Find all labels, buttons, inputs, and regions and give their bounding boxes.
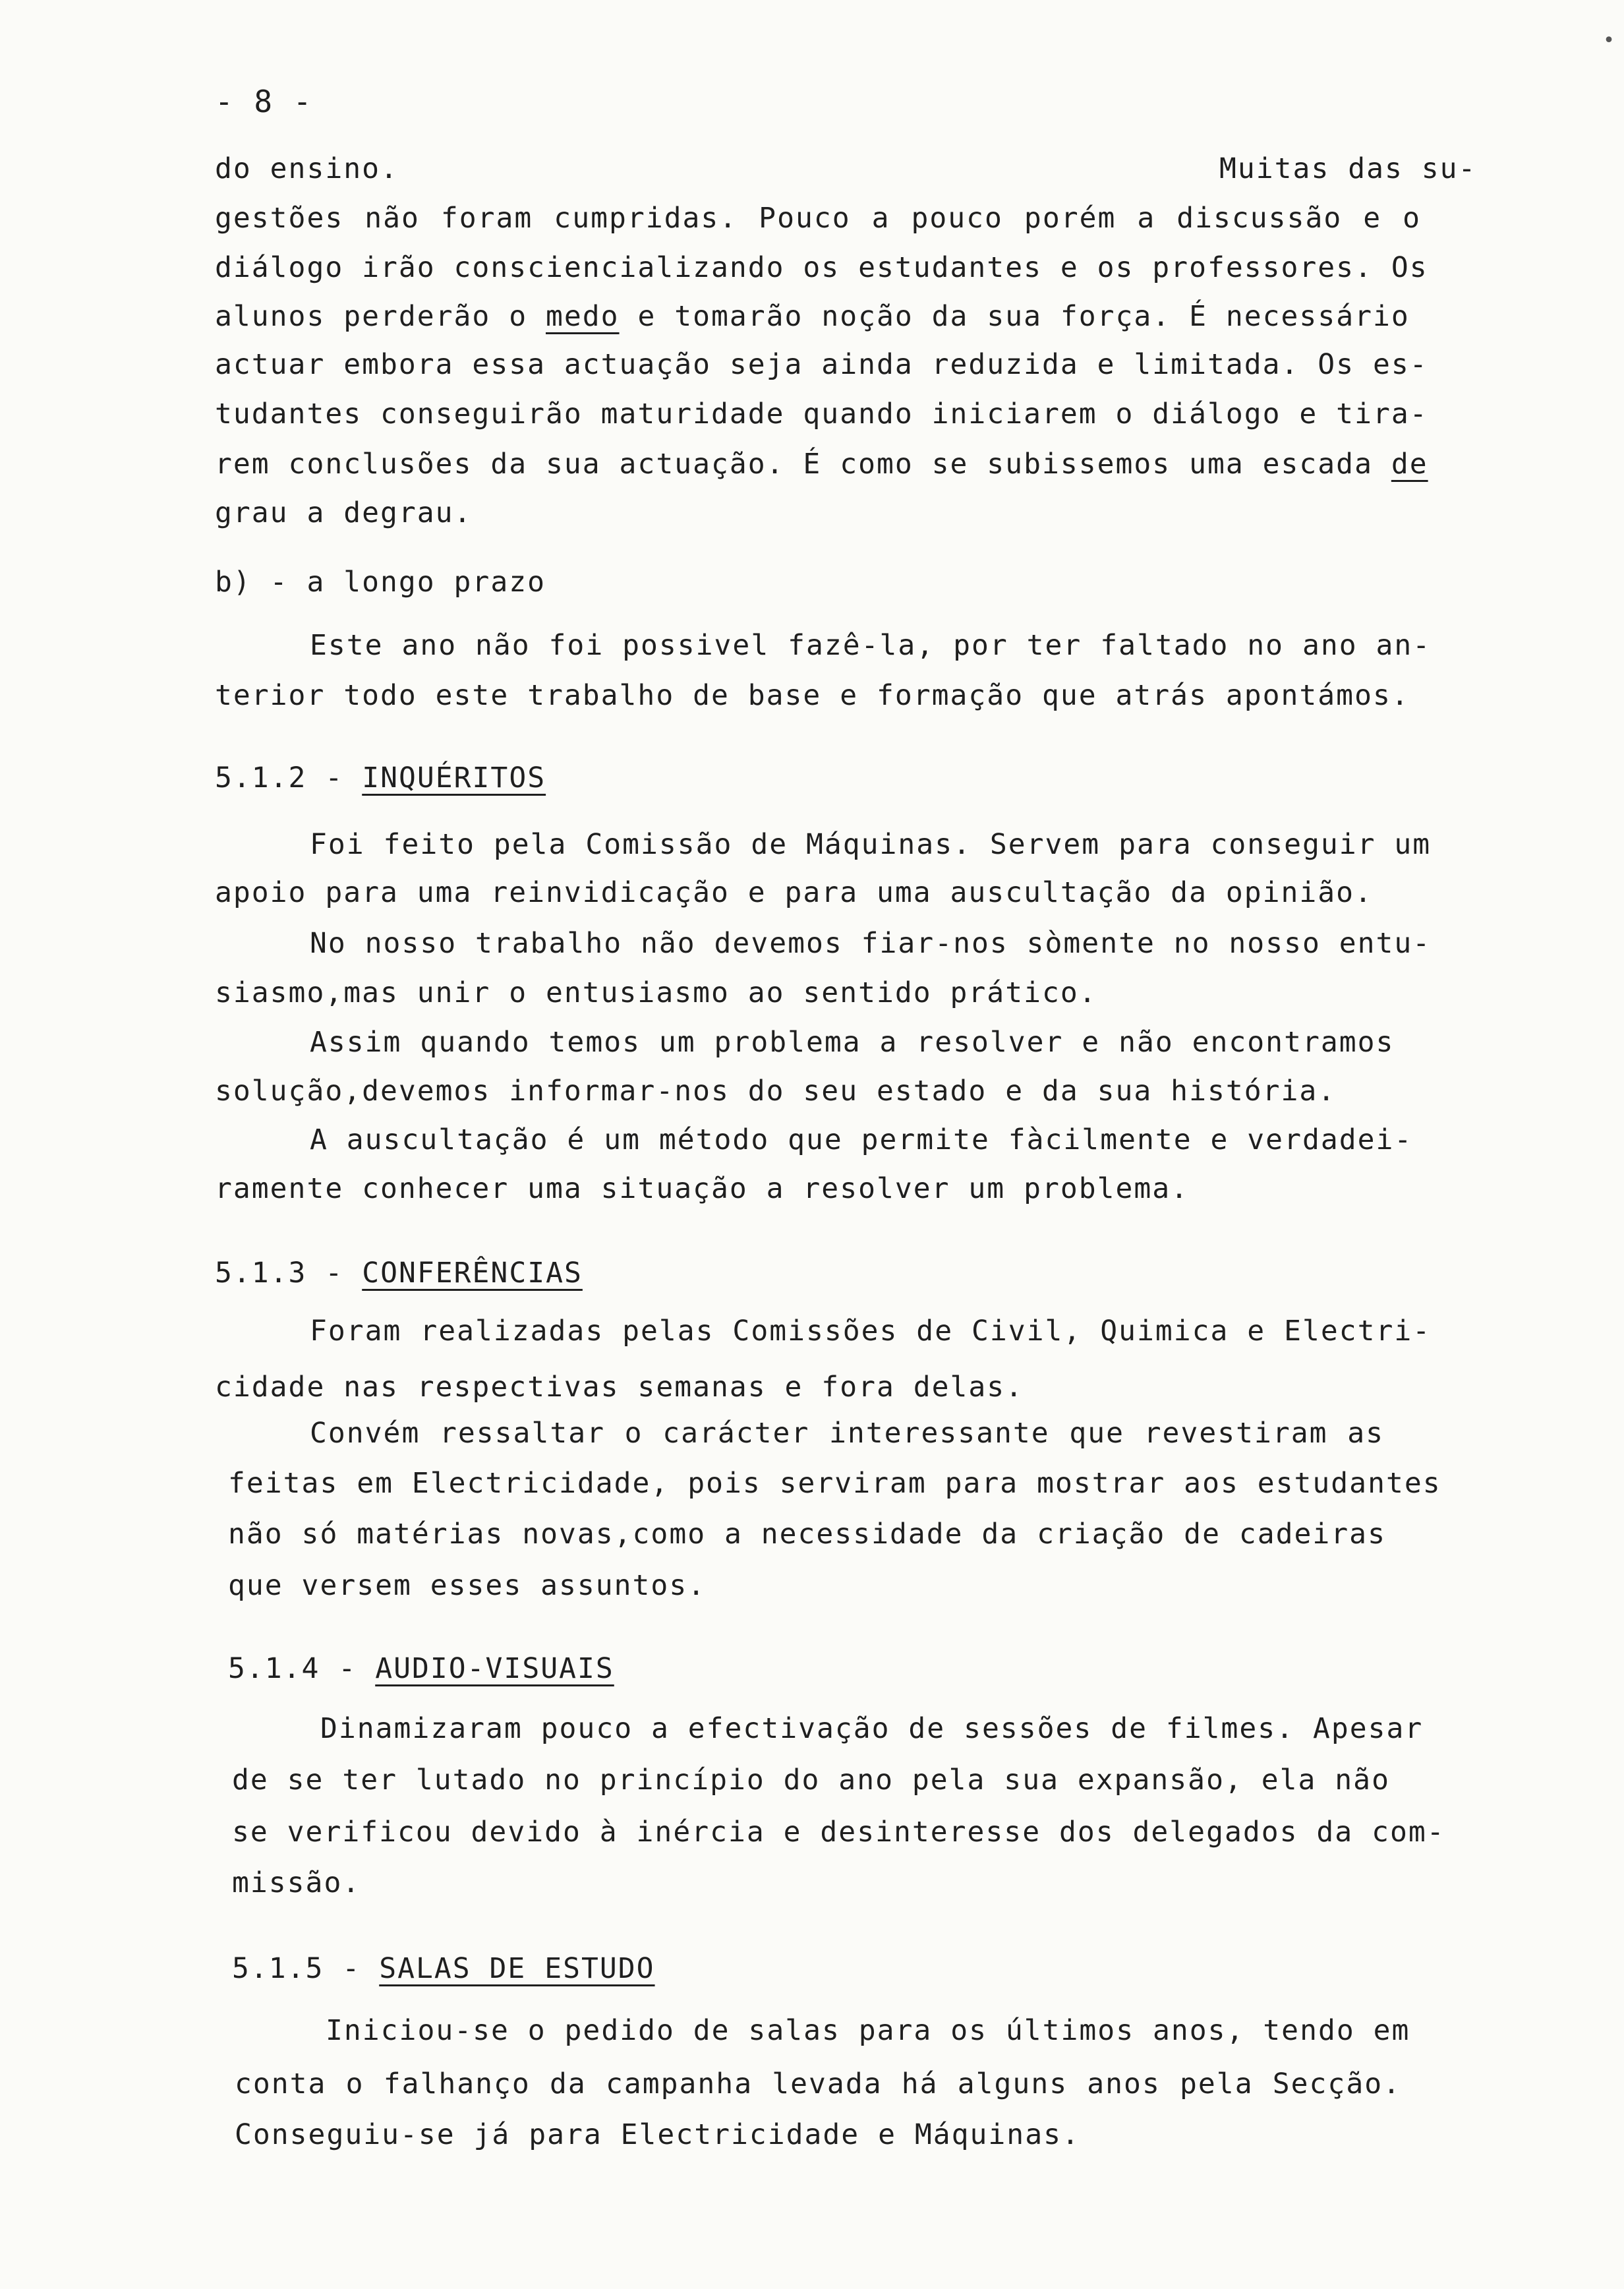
intro-line-5: actuar embora essa actuação seja ainda reduzida e limitada. Os es-: [215, 348, 1428, 381]
section-3-line-4: missão.: [232, 1866, 361, 1899]
section-3-line-3: se verificou devido à inércia e desinteresse dos delegados da com-: [232, 1816, 1445, 1849]
page-number: - 8 -: [215, 84, 313, 119]
section-4-line-1: Iniciou-se o pedido de salas para os últimos anos, tendo em: [326, 2014, 1410, 2047]
section-3-line-1: Dinamizaram pouco a efectivação de sessões de filmes. Apesar: [320, 1712, 1424, 1745]
section-heading-salas-de-estudo: 5.1.5 - SALAS DE ESTUDO: [232, 1952, 655, 1985]
section-1-line-3: No nosso trabalho não devemos fiar-nos sòmente no nosso entu-: [310, 927, 1432, 960]
underlined-word-medo: medo: [546, 300, 620, 333]
section-heading-inqueritos: 5.1.2 - INQUÉRITOS: [215, 761, 546, 794]
section-heading-audio-visuais: 5.1.4 - AUDIO-VISUAIS: [228, 1652, 614, 1685]
section-1-line-8: ramente conhecer uma situação a resolver um problema.: [215, 1172, 1190, 1205]
intro-line-4: alunos perderão o medo e tomarão noção da sua força. É necessário: [215, 300, 1410, 333]
section-3-line-2: de se ter lutado no princípio do ano pela sua expansão, ela não: [232, 1764, 1390, 1797]
section-1-line-6: solução,devemos informar-nos do seu estado e da sua história.: [215, 1075, 1337, 1108]
intro-line-2: gestões não foram cumpridas. Pouco a pouco porém a discussão e o: [215, 202, 1421, 235]
intro-line-7: rem conclusões da sua actuação. É como se subissemos uma escada de: [215, 448, 1428, 481]
intro-line-3: diálogo irão consciencializando os estudantes e os professores. Os: [215, 251, 1428, 284]
intro-line-1-right: Muitas das su-: [1219, 152, 1477, 185]
section-2-line-6: que versem esses assuntos.: [228, 1569, 707, 1602]
intro-line-1-left: do ensino.: [215, 152, 399, 185]
long-term-line-2: terior todo este trabalho de base e formação que atrás apontámos.: [215, 679, 1410, 712]
section-2-line-4: feitas em Electricidade, pois serviram para mostrar aos estudantes: [228, 1467, 1441, 1500]
section-1-line-5: Assim quando temos um problema a resolver e não encontramos: [310, 1026, 1395, 1059]
section-2-line-5: não só matérias novas,como a necessidade da criação de cadeiras: [228, 1518, 1386, 1551]
section-2-line-2: cidade nas respectivas semanas e fora delas.: [215, 1371, 1024, 1404]
section-2-line-3: Convém ressaltar o carácter interessante que revestiram as: [310, 1417, 1384, 1450]
section-1-line-1: Foi feito pela Comissão de Máquinas. Servem para conseguir um: [310, 828, 1432, 861]
long-term-line-1: Este ano não foi possivel fazê-la, por ter faltado no ano an-: [310, 629, 1432, 662]
section-4-line-2: conta o falhanço da campanha levada há alguns anos pela Secção.: [235, 2067, 1401, 2100]
section-4-line-3: Conseguiu-se já para Electricidade e Máquinas.: [235, 2118, 1080, 2151]
section-2-line-1: Foram realizadas pelas Comissões de Civil, Quimica e Electri-: [310, 1315, 1432, 1348]
section-1-line-4: siasmo,mas unir o entusiasmo ao sentido prático.: [215, 976, 1097, 1009]
section-heading-conferencias: 5.1.3 - CONFERÊNCIAS: [215, 1257, 583, 1290]
underlined-word-de: de: [1391, 448, 1428, 481]
intro-line-6: tudantes conseguirão maturidade quando iniciarem o diálogo e tira-: [215, 398, 1428, 431]
corner-mark: •: [1603, 29, 1615, 52]
intro-line-8: grau a degrau.: [215, 496, 473, 529]
section-1-line-2: apoio para uma reinvidicação e para uma auscultação da opinião.: [215, 876, 1373, 909]
long-term-label: b) - a longo prazo: [215, 566, 546, 599]
section-1-line-7: A auscultação é um método que permite fàcilmente e verdadei-: [310, 1123, 1413, 1156]
